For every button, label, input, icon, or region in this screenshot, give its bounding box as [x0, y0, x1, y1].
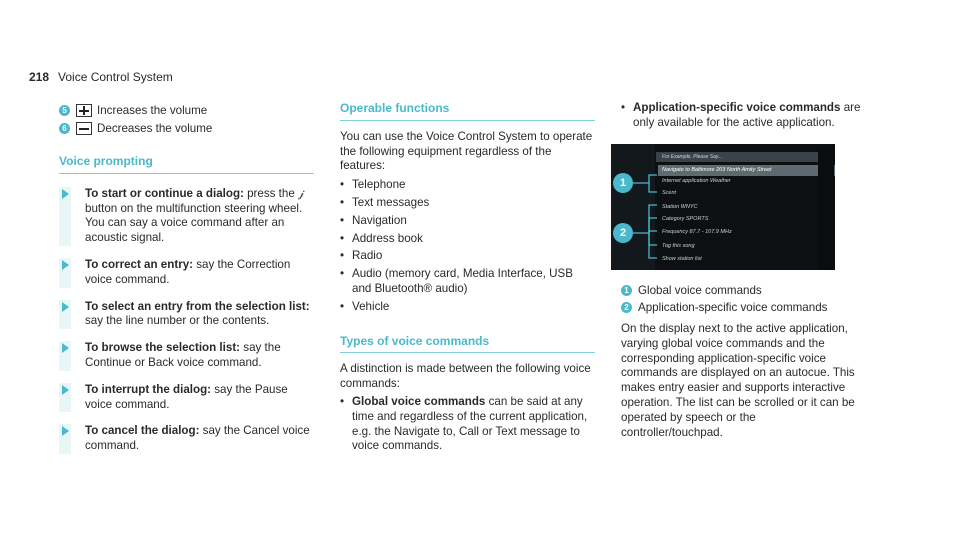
autocue-description: On the display next to the active application, varying global voice commands and the corresponding application-specific voice commands are displayed on an autocue. This makes entry easier and supports interactive operation. The list can be scrolled or it can be operated by speech or the controller/touchpad.	[621, 322, 855, 439]
list-item: • Telephone	[340, 178, 595, 193]
screen-row: Frequency 87.7 - 107.9 MHz	[662, 229, 732, 235]
types-intro: A distinction is made between the following voice commands:	[340, 362, 591, 391]
section-heading: Voice prompting	[59, 154, 314, 174]
callout-badge: 6	[59, 123, 70, 134]
list-item: • Vehicle	[340, 300, 595, 315]
legend-item: 1 Global voice commands	[621, 284, 861, 299]
section-heading: Types of voice commands	[340, 334, 595, 354]
minus-key-icon	[76, 122, 92, 135]
operable-functions-section	[340, 101, 595, 454]
screen-row: Scent	[662, 190, 677, 196]
step-item: To cancel the dialog: say the Cancel voice command.	[59, 424, 314, 454]
voice-prompting-section	[59, 154, 314, 466]
operable-intro: You can use the Voice Control System to operate the following equipment regardless of the features:	[340, 129, 593, 173]
page-header	[29, 70, 173, 85]
volume-text: Increases the volume	[97, 104, 208, 117]
arrow-icon	[59, 383, 71, 413]
arrow-icon	[59, 341, 71, 371]
list-item: • Text messages	[340, 196, 595, 211]
step-item: To select an entry from the selection list: say the line number or the contents.	[59, 300, 314, 330]
section-heading: Operable functions	[340, 101, 595, 121]
callout-badge: 1	[613, 173, 633, 193]
volume-list	[59, 104, 309, 140]
screen-row: Internet application Weather	[662, 178, 731, 184]
step-label: To correct an entry:	[85, 257, 194, 271]
callout-badge: 1	[621, 285, 632, 296]
arrow-icon	[59, 424, 71, 454]
screen-row: Category SPORTS	[662, 216, 709, 222]
step-item: To interrupt the dialog: say the Pause voice command.	[59, 383, 314, 413]
app-specific-note	[621, 101, 861, 131]
arrow-icon	[59, 258, 71, 288]
legend-item: 2 Application-specific voice commands	[621, 301, 861, 316]
screen-row: Navigate to Baltimore 203 North Amity Street	[658, 165, 835, 176]
plus-key-icon	[76, 104, 92, 117]
step-label: To select an entry from the selection list:	[85, 299, 310, 313]
screen-bracket-lines	[611, 144, 835, 270]
operable-list	[340, 178, 595, 314]
page-number: 218	[29, 70, 50, 84]
list-item: • Audio (memory card, Media Interface, USB and Bluetooth® audio)	[340, 267, 595, 297]
list-item: • Global voice commands can be said at any time and regardless of the current application, e.g. the Navigate to, Call or Text message to voice commands.	[340, 395, 595, 454]
screen-title: For Example, Please Say...	[656, 152, 830, 162]
arrow-icon	[59, 300, 71, 330]
list-item: • Application-specific voice commands are only available for the active application.	[621, 101, 861, 131]
arrow-icon	[59, 187, 71, 246]
screen-legend	[621, 284, 861, 316]
step-label: To cancel the dialog:	[85, 424, 200, 438]
screen-row: Show station list	[662, 256, 702, 262]
step-item: To correct an entry: say the Correction voice command.	[59, 258, 314, 288]
page-title: Voice Control System	[58, 70, 173, 84]
callout-badge: 2	[621, 302, 632, 313]
step-item: To start or continue a dialog: press the 𝒿 button on the multifunction steering wheel. You can say a voice command after an acoustic signal.	[59, 187, 314, 246]
list-item: • Address book	[340, 232, 595, 247]
list-item: • Navigation	[340, 214, 595, 229]
voice-button-icon: 𝒿	[298, 187, 305, 200]
screen-row: Tag this song	[662, 243, 695, 249]
callout-badge: 5	[59, 105, 70, 116]
screen-row: Station WNYC	[662, 204, 698, 210]
step-label: To start or continue a dialog:	[85, 186, 244, 200]
step-item: To browse the selection list: say the Continue or Back voice command.	[59, 341, 314, 371]
voice-control-screen-image	[611, 144, 835, 270]
volume-text: Decreases the volume	[97, 121, 213, 135]
step-label: To interrupt the dialog:	[85, 382, 212, 396]
types-list	[340, 395, 595, 454]
volume-decrease	[59, 122, 309, 137]
list-item: • Radio	[340, 249, 595, 264]
callout-badge: 2	[613, 223, 633, 243]
volume-increase	[59, 104, 309, 119]
step-label: To browse the selection list:	[85, 341, 241, 355]
